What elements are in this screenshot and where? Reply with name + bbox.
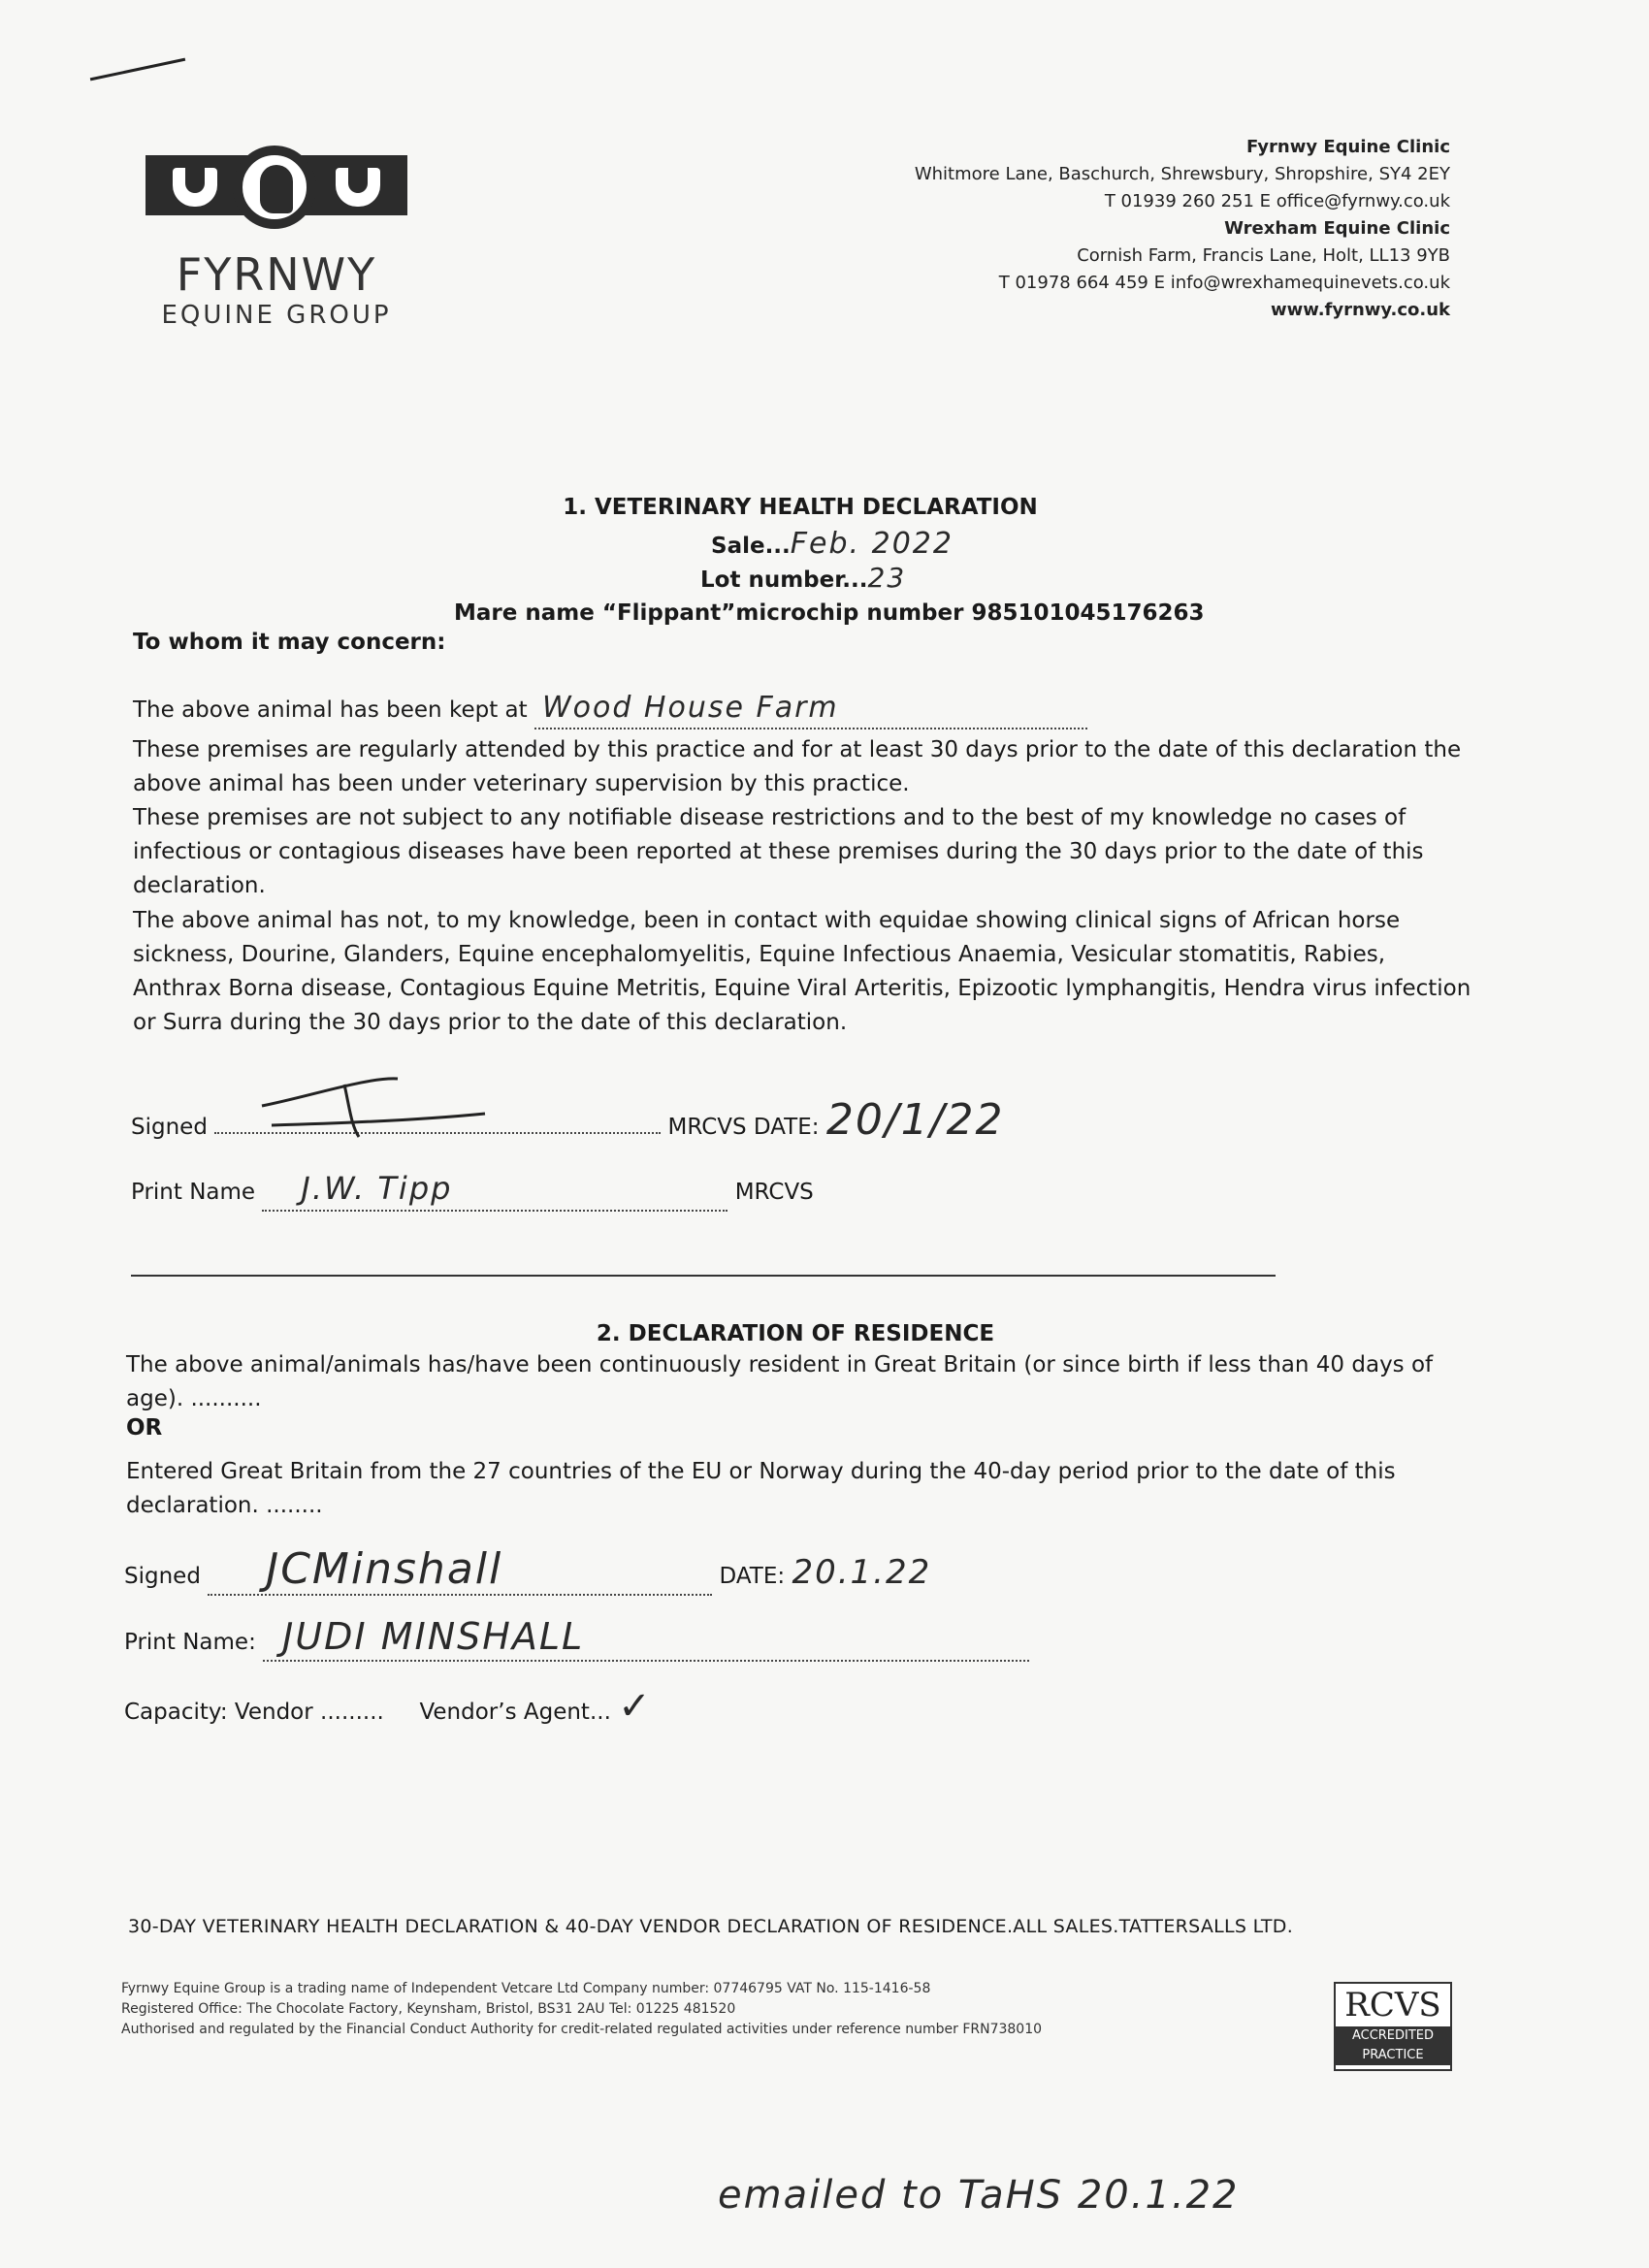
logo-subtitle: EQUINE GROUP: [161, 301, 392, 330]
vet-print-name-value: J.W. Tipp: [301, 1170, 453, 1207]
vet-date-value: 20/1/22: [825, 1095, 1005, 1145]
vendor-signed-line: [124, 1544, 932, 1596]
clinic-address-block: [915, 134, 1450, 324]
legal-line-3: Authorised and regulated by the Financial Conduct Authority for credit-related regulated activities under reference number FRN738010: [121, 2022, 1043, 2037]
mare-line: Mare name “Flippant”microchip number 985101045176263: [454, 600, 1205, 626]
paragraph-3: The above animal has not, to my knowledge, been in contact with equidae showing clinical signs of African horse sickness, Dourine, Glanders, Equine encephalomyelitis, Equine Infectious Anaemia, Vesicular stomatitis, Rabies, Anthrax Borna disease, Contagious Equine Metritis, Equine Viral Arteritis, Epizootic lymphangitis, Hendra virus infection or Surra during the 30 days prior to the date of this declaration.: [133, 908, 1471, 1035]
residence-line-2: Entered Great Britain from the 27 countries of the EU or Norway during the 40-day period prior to the date of this declaration. ........: [126, 1459, 1396, 1518]
handwritten-note: emailed to TaHS 20.1.22: [718, 2173, 1240, 2218]
kept-at-label: The above animal has been kept at: [133, 697, 528, 723]
rcvs-logo-text: RCVS: [1344, 1986, 1441, 2025]
greeting: To whom it may concern:: [133, 630, 446, 655]
clinic1-contact: T 01939 260 251 E office@fyrnwy.co.uk: [1104, 191, 1450, 211]
capacity-vendor-label: Capacity: Vendor .........: [124, 1700, 384, 1725]
vendor-print-name-value: JUDI MINSHALL: [282, 1615, 585, 1658]
rcvs-badge-line-1: ACCREDITED: [1336, 2026, 1450, 2046]
vendor-print-name-label: Print Name:: [124, 1630, 256, 1655]
section-divider: [131, 1275, 1276, 1277]
capacity-line: [124, 1684, 653, 1730]
vet-print-name-field: [262, 1172, 728, 1212]
vet-signature-scribble: [252, 1067, 504, 1145]
kept-at-line: [133, 691, 1087, 729]
kept-at-value: Wood House Farm: [541, 691, 839, 725]
vet-mrcvs-date-label: MRCVS DATE:: [667, 1115, 820, 1140]
horseshoe-logo-icon: [146, 146, 407, 243]
clinic1-name: Fyrnwy Equine Clinic: [1245, 137, 1450, 157]
paragraph-1: These premises are regularly attended by this practice and for at least 30 days prior to the date of this declaration the above animal has been under veterinary supervision by this practice.: [133, 737, 1462, 796]
vendor-signature: JCMinshall: [266, 1544, 503, 1594]
vendors-agent-checkmark: ✓: [618, 1684, 653, 1729]
rcvs-accredited-badge: [1334, 1982, 1452, 2071]
vet-print-name-label: Print Name: [131, 1180, 256, 1205]
lot-value: 23: [867, 562, 907, 594]
vendor-print-name-field: [263, 1615, 1029, 1662]
sale-line: [711, 527, 954, 564]
vendor-signed-label: Signed: [124, 1564, 201, 1589]
vendor-date-value: 20.1.22: [792, 1553, 932, 1592]
vet-signed-label: Signed: [131, 1115, 208, 1140]
kept-at-field: [534, 691, 1087, 729]
sale-label: Sale...: [711, 534, 791, 559]
sale-value: Feb. 2022: [790, 527, 954, 561]
vet-print-name-line: [131, 1172, 814, 1212]
vet-mrcvs-label: MRCVS: [734, 1180, 814, 1205]
vendor-date-label: DATE:: [719, 1564, 786, 1589]
vendor-print-name-line: [124, 1615, 1029, 1662]
clinic2-name: Wrexham Equine Clinic: [1224, 218, 1450, 239]
pen-mark: [90, 58, 185, 81]
paragraph-2: These premises are not subject to any notifiable disease restrictions and to the best of my knowledge no cases of infectious or contagious diseases have been reported at these premises during the 30 days prior to the date of this declaration.: [133, 805, 1424, 898]
vendors-agent-label: Vendor’s Agent...: [419, 1700, 611, 1725]
legal-line-2: Registered Office: The Chocolate Factory, Keynsham, Bristol, BS31 2AU Tel: 01225 481520: [121, 2001, 736, 2017]
rcvs-badge-line-2: PRACTICE: [1336, 2046, 1450, 2065]
lot-line: [700, 561, 906, 598]
section1-heading: 1. VETERINARY HEALTH DECLARATION: [563, 495, 1038, 520]
legal-text: [121, 1979, 1042, 2040]
logo-name: FYRNWY: [176, 248, 377, 301]
footer-title: 30-DAY VETERINARY HEALTH DECLARATION & 40-DAY VENDOR DECLARATION OF RESIDENCE.ALL SALES.TATTERSALLS LTD.: [128, 1916, 1294, 1937]
or-label: OR: [126, 1415, 163, 1441]
clinic2-address: Cornish Farm, Francis Lane, Holt, LL13 9YB: [1077, 245, 1450, 266]
residence-line-1: The above animal/animals has/have been continuously resident in Great Britain (or since birth if less than 40 days of age). ..........: [126, 1352, 1434, 1411]
vendor-signature-field: [208, 1544, 712, 1596]
legal-line-1: Fyrnwy Equine Group is a trading name of Independent Vetcare Ltd Company number: 07746795 VAT No. 115-1416-58: [121, 1981, 931, 1996]
website: www.fyrnwy.co.uk: [1270, 300, 1450, 320]
lot-label: Lot number...: [700, 567, 868, 593]
clinic1-address: Whitmore Lane, Baschurch, Shrewsbury, Shropshire, SY4 2EY: [914, 164, 1450, 184]
clinic2-contact: T 01978 664 459 E info@wrexhamequinevets.co.uk: [998, 273, 1450, 293]
section2-heading: 2. DECLARATION OF RESIDENCE: [596, 1321, 995, 1346]
company-logo: [146, 146, 417, 330]
